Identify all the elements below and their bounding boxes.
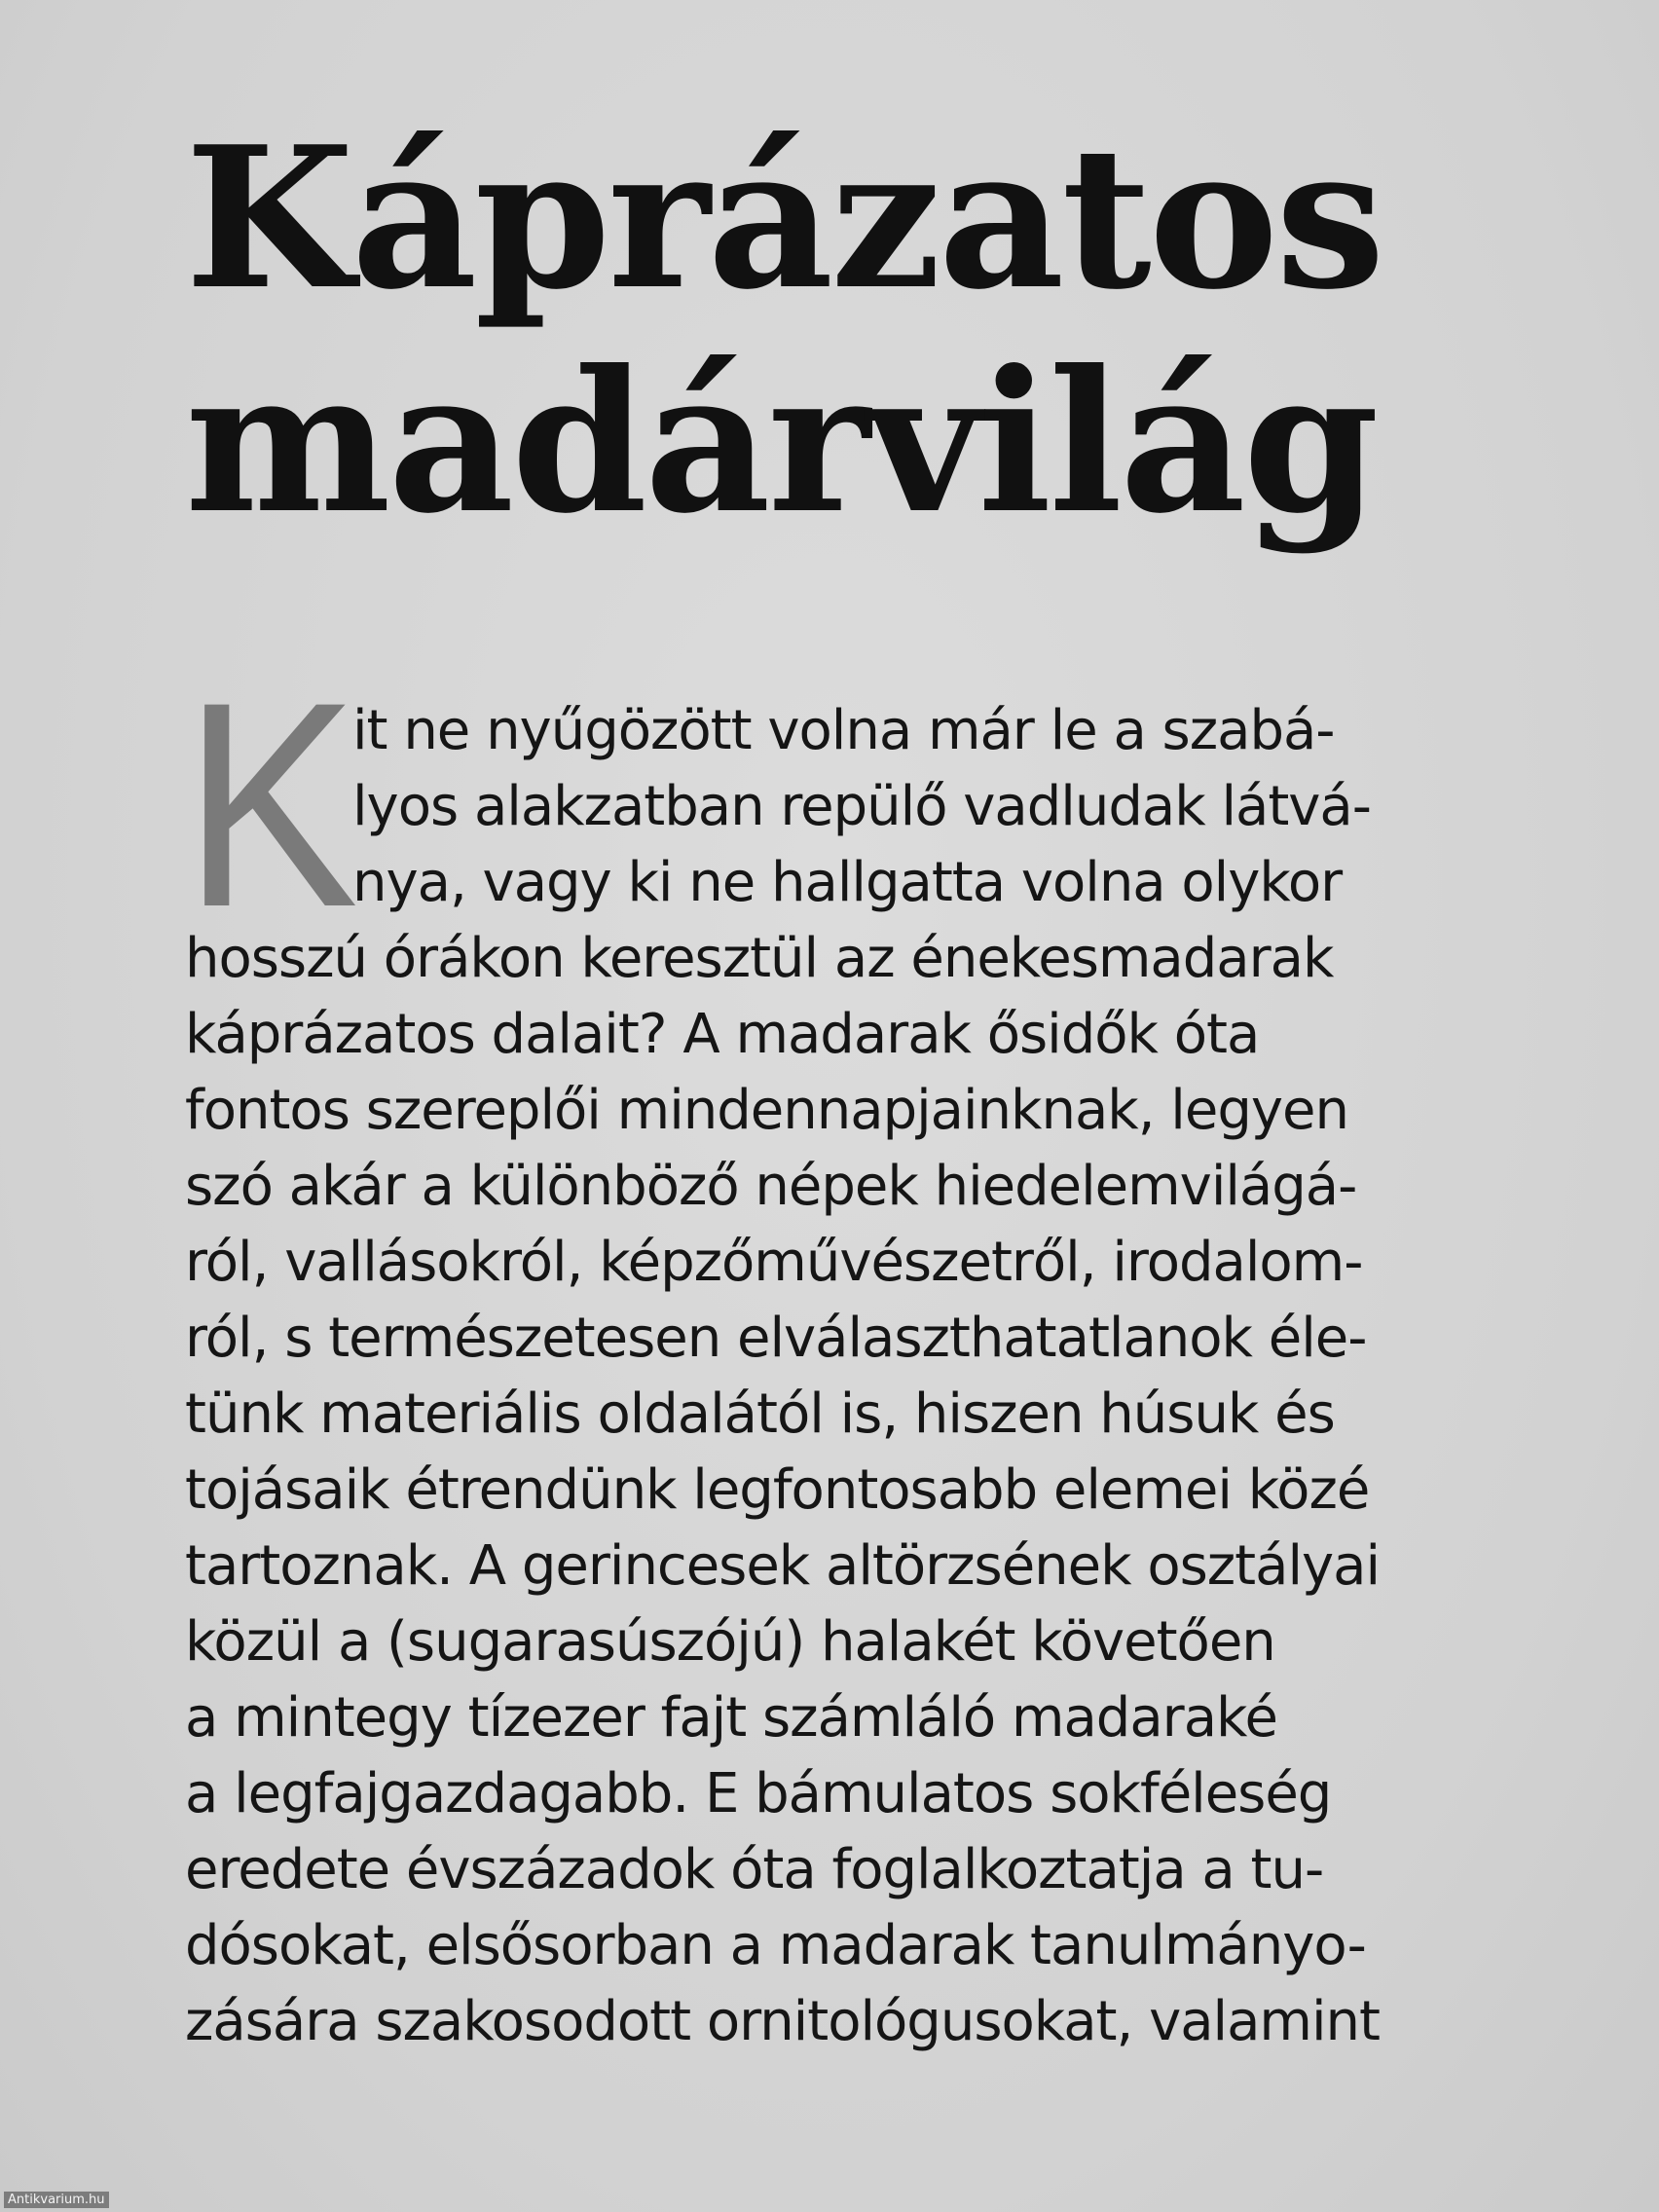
- body-line: eredete évszázadok óta foglalkoztatja a tu-: [185, 1838, 1324, 1901]
- body-line: zására szakosodott ornitológusokat, valamint: [185, 1990, 1380, 2053]
- article-title: [185, 104, 1382, 557]
- body-line: szó akár a különböző népek hiedelemvilágá-: [185, 1155, 1357, 1218]
- body-line: ról, vallásokról, képzőművészetről, irodalom-: [185, 1231, 1363, 1294]
- body-line: ról, s természetesen elválaszthatatlanok éle-: [185, 1307, 1367, 1370]
- body-line: káprázatos dalait? A madarak ősidők óta: [185, 1003, 1260, 1066]
- body-line: közül a (sugarasúszójú) halakét követően: [185, 1610, 1275, 1674]
- article-body: [183, 641, 1470, 2060]
- body-line: nya, vagy ki ne hallgatta volna olykor: [352, 851, 1343, 914]
- body-line: tartoznak. A gerincesek altörzsének osztályai: [185, 1534, 1381, 1598]
- drop-cap: K: [183, 641, 359, 968]
- body-line: lyos alakzatban repülő vadludak látvá-: [352, 775, 1371, 838]
- watermark: Antikvarium.hu: [4, 2192, 109, 2208]
- title-line-1: Káprázatos: [185, 104, 1382, 333]
- body-line: dósokat, elsősorban a madarak tanulmányo-: [185, 1914, 1366, 1977]
- body-line: tünk materiális oldalától is, hiszen húsuk és: [185, 1382, 1335, 1446]
- body-line: it ne nyűgözött volna már le a szabá-: [352, 699, 1335, 762]
- body-line: a mintegy tízezer fajt számláló madaraké: [185, 1686, 1277, 1750]
- title-line-2: madárvilág: [185, 328, 1377, 557]
- body-line: fontos szereplői mindennapjainknak, legyen: [185, 1079, 1348, 1142]
- body-line: a legfajgazdagabb. E bámulatos sokféleség: [185, 1762, 1332, 1825]
- body-line: hosszú órákon keresztül az énekesmadarak: [185, 927, 1334, 990]
- body-line: tojásaik étrendünk legfontosabb elemei közé: [185, 1458, 1370, 1522]
